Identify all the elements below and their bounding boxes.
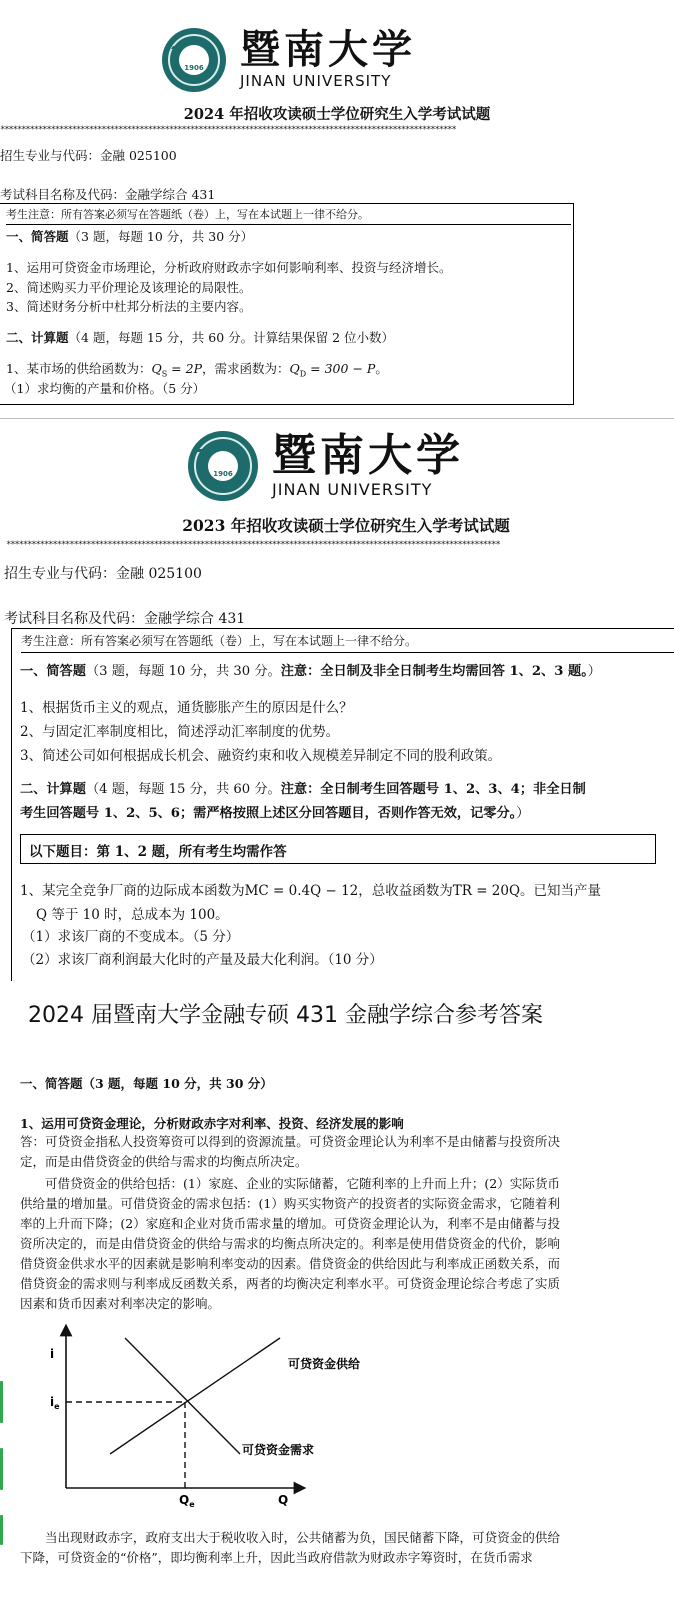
notice: 考生注意：所有答案必须写在答题纸（卷）上，写在本试题上一律不给分。 [21, 632, 674, 653]
supply-label: 可贷资金供给 [288, 1357, 361, 1371]
university-seal-icon: 1906 [188, 431, 258, 501]
answer-paragraph-1: 答：可贷资金指私人投资筹资可以得到的资源流量。可贷资金理论认为利率不是由储蓄与投资所决定，而是由借贷资金的供给与需求的均衡点所决定。 [20, 1134, 560, 1169]
boxed-instruction: 以下题目：第 1、2 题，所有考生均需作答 [20, 834, 656, 864]
answer-paragraph-3: 当出现财政赤字，政府支出大于税收收入时，公共储蓄为负，国民储蓄下降，可贷资金的供给下降，可贷资金的“价格”，即均衡利率上升，因此当政府借款为财政赤字筹资时，在货币需求 [20, 1530, 560, 1565]
university-name-en: JINAN UNIVERSITY [240, 72, 392, 90]
x-axis-label: Q [278, 1493, 289, 1507]
calc-question-1: 1、某市场的供给函数为：$Q_S = 2P$，需求函数为：$Q_D = 300 - P$。 [6, 361, 388, 379]
calc-question-1-part2: （2）求该厂商利润最大化时的产量及最大化利润。（10 分） [22, 952, 383, 968]
separator-stars: ********************************************************************************************************************* [6, 540, 500, 550]
notice: 考生注意：所有答案必须写在答题纸（卷）上，写在本试题上一律不给分。 [6, 206, 571, 225]
university-name-cn: 暨南大学 [240, 26, 416, 73]
question-box [0, 203, 574, 405]
section2-heading: 二、计算题（4 题，每题 15 分，共 60 分。注意：全日制考生回答题号 1、2、3、4；非全日制 [20, 782, 586, 797]
calc-question-1-part1: （1）求均衡的产量和价格。（5 分） [4, 381, 206, 396]
separator-stars: ************************************************************************************************************ [0, 125, 456, 135]
loanable-funds-graph [30, 1318, 410, 1518]
section1-heading: 一、简答题（3 题，每题 10 分，共 30 分） [6, 229, 254, 244]
y-axis-label: i [50, 1347, 55, 1361]
exam-2023-page [0, 418, 674, 981]
question-2: 2、简述购买力平价理论及该理论的局限性。 [6, 280, 252, 295]
ie-label: $i_e$ [50, 1395, 60, 1411]
university-logo [188, 431, 464, 501]
question-2: 2、与固定汇率制度相比，简述浮动汇率制度的优势。 [20, 724, 340, 740]
university-seal-icon: 1906 [162, 28, 226, 92]
subject-code: 考试科目名称及代码：金融学综合 431 [4, 611, 246, 627]
exam-2024-page [0, 0, 674, 410]
section2-note: 考生回答题号 1、2、5、6；需严格按照上述区分回答题目，否则作答无效，记零分。） [20, 806, 530, 821]
exam-title: 2023 年招收攻读硕士学位研究生入学考试试题 [182, 516, 510, 535]
supply-curve [110, 1338, 280, 1454]
question-3: 3、简述公司如何根据成长机会、融资约束和收入规模差异制定不同的股利政策。 [20, 748, 502, 764]
margin-marker [0, 1515, 3, 1545]
question-3: 3、简述财务分析中杜邦分析法的主要内容。 [6, 299, 252, 314]
major-code: 招生专业与代码：金融 025100 [4, 566, 202, 582]
calc-question-1: 1、某完全竞争厂商的边际成本函数为MC = 0.4Q − 12，总收益函数为TR = 20Q。已知当产量 [20, 883, 602, 899]
demand-label: 可贷资金需求 [242, 1443, 315, 1457]
university-name-en: JINAN UNIVERSITY [272, 479, 433, 499]
question-1: 1、运用可贷资金市场理论，分析政府财政赤字如何影响利率、投资与经济增长。 [6, 260, 452, 275]
margin-marker [0, 1448, 3, 1490]
subject-code: 考试科目名称及代码：金融学综合 431 [0, 187, 216, 202]
answer-2024-page [0, 988, 674, 1607]
question-1: 1、根据货币主义的观点，通货膨胀产生的原因是什么？ [20, 700, 353, 716]
major-code: 招生专业与代码：金融 025100 [0, 148, 177, 163]
calc-question-1-cont: Q 等于 10 时，总成本为 100。 [36, 907, 229, 923]
calc-question-1-part1: （1）求该厂商的不变成本。（5 分） [22, 929, 240, 945]
exam-title: 2024 年招收攻读硕士学位研究生入学考试试题 [183, 106, 491, 123]
demand-curve [125, 1338, 240, 1454]
section1-heading: 一、简答题（3 题，每题 10 分，共 30 分） [20, 1076, 273, 1091]
answer-question-1-title: 1、运用可贷资金理论，分析财政赤字对利率、投资、经济发展的影响 [20, 1116, 404, 1131]
university-name-cn: 暨南大学 [272, 429, 464, 481]
answer-paragraph-2: 可借贷资金的供给包括：(1）家庭、企业的实际储蓄，它随利率的上升而上升；(2）实际货币供给量的增加量。可借贷资金的需求包括：(1）购买实物资产的投资者的实际资金需求，它随着利率的上升而下降；(2）家庭和企业对货币需求量的增加。可贷资金理论认为，利率不是由储蓄与投资所决定的，而是由借贷资金的供给与需求的均衡点所决定的。利率是使用借贷资金的代价，影响借贷资金供求水平的因素就是影响利率变动的因素。借贷资金的供给因此与利率成正函数关系，而借贷资金的需求则与利率成反函数关系，两者的均衡决定利率水平。可贷资金理论综合考虑了实质因素和货币因素对利率决定的影响。 [20, 1176, 560, 1311]
qe-label: $Q_e$ [179, 1493, 195, 1509]
section2-heading: 二、计算题（4 题，每题 15 分，共 60 分。计算结果保留 2 位小数） [6, 330, 395, 345]
margin-marker [0, 1381, 3, 1423]
university-logo [162, 28, 416, 92]
answer-title: 2024 届暨南大学金融专硕 431 金融学综合参考答案 [28, 1003, 543, 1028]
section1-heading: 一、简答题（3 题，每题 10 分，共 30 分。注意：全日制及非全日制考生均需回答 1、2、3 题。） [20, 664, 601, 679]
